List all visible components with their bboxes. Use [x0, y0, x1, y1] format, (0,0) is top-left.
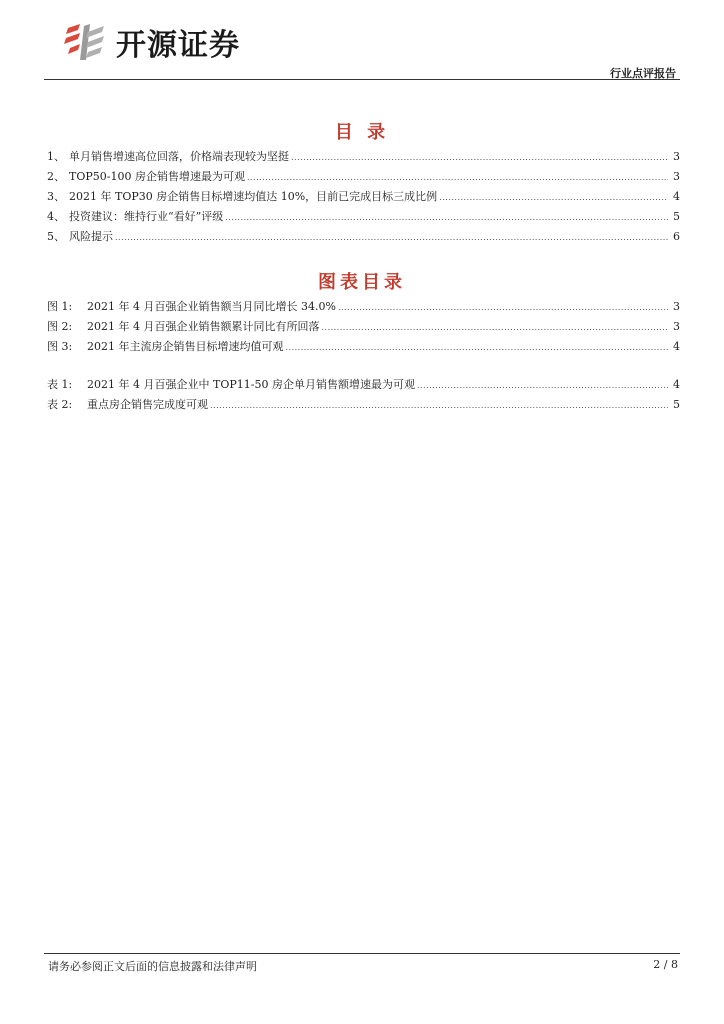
toc-list — [47, 148, 680, 248]
figure-item[interactable] — [47, 318, 680, 338]
report-type: 行业点评报告 — [610, 67, 676, 80]
toc-item-title: 风险提示 — [69, 230, 113, 243]
toc-item-number: 2、 — [47, 170, 65, 183]
table-item-title: 2021 年 4 月百强企业中 TOP11-50 房企单月销售额增速最为可观 — [87, 378, 415, 391]
toc-item-page: 3 — [673, 150, 680, 163]
toc-item-page: 3 — [673, 170, 680, 183]
toc-item-number: 3、 — [47, 190, 65, 203]
toc-item-number: 1、 — [47, 150, 65, 163]
toc-item-number: 4、 — [47, 210, 65, 223]
figure-item[interactable] — [47, 338, 680, 358]
toc-item[interactable] — [47, 188, 680, 208]
toc-leader — [210, 398, 668, 411]
table-item-title: 重点房企销售完成度可观 — [87, 398, 208, 411]
toc-item-title: TOP50-100 房企销售增速最为可观 — [69, 170, 245, 183]
toc-leader — [225, 210, 668, 223]
figure-item-title: 2021 年 4 月百强企业销售额当月同比增长 34.0% — [87, 300, 336, 313]
toc-item-title: 单月销售增速高位回落，价格端表现较为坚挺 — [69, 150, 289, 163]
figure-item-number: 图 3: — [47, 340, 73, 353]
toc-leader — [417, 378, 668, 391]
toc-leader — [439, 190, 668, 203]
toc-title: 目 录 — [334, 122, 390, 143]
footer-disclaimer: 请务必参阅正文后面的信息披露和法律声明 — [48, 960, 257, 973]
toc-item[interactable] — [47, 228, 680, 248]
table-list — [47, 376, 680, 416]
toc-item-page: 5 — [673, 210, 680, 223]
figure-item-title: 2021 年主流房企销售目标增速均值可观 — [87, 340, 284, 353]
toc-item-page: 4 — [673, 190, 680, 203]
page-footer — [44, 953, 680, 973]
brand-mark-icon — [64, 22, 108, 62]
table-item[interactable] — [47, 376, 680, 396]
header-divider — [44, 79, 680, 80]
footer-divider — [44, 953, 680, 954]
table-item-number: 表 1: — [47, 378, 73, 391]
page-number: 2 / 8 — [653, 958, 678, 971]
figure-item-page: 3 — [673, 300, 680, 313]
toc-item[interactable] — [47, 148, 680, 168]
toc-item[interactable] — [47, 168, 680, 188]
toc-leader — [321, 320, 668, 333]
brand-name: 开源证券 — [116, 28, 240, 63]
figure-item-page: 4 — [673, 340, 680, 353]
figure-list — [47, 298, 680, 358]
toc-item-title: 2021 年 TOP30 房企销售目标增速均值达 10%，目前已完成目标三成比例 — [69, 190, 438, 203]
toc-item-title: 投资建议：维持行业“看好”评级 — [69, 210, 224, 223]
table-item-number: 表 2: — [47, 398, 73, 411]
toc-leader — [247, 170, 668, 183]
toc-leader — [291, 150, 668, 163]
toc-item[interactable] — [47, 208, 680, 228]
toc-leader — [338, 300, 668, 313]
figure-item-title: 2021 年 4 月百强企业销售额累计同比有所回落 — [87, 320, 320, 333]
page-header — [44, 14, 680, 80]
figure-item-number: 图 2: — [47, 320, 73, 333]
table-item-page: 4 — [673, 378, 680, 391]
toc-item-page: 6 — [673, 230, 680, 243]
toc-leader — [286, 340, 669, 353]
figures-title: 图表目录 — [318, 272, 406, 293]
figure-item-number: 图 1: — [47, 300, 73, 313]
figure-item-page: 3 — [673, 320, 680, 333]
table-item-page: 5 — [673, 398, 680, 411]
toc-leader — [115, 230, 668, 243]
toc-item-number: 5、 — [47, 230, 65, 243]
table-item[interactable] — [47, 396, 680, 416]
brand-logo — [64, 20, 240, 64]
figure-item[interactable] — [47, 298, 680, 318]
